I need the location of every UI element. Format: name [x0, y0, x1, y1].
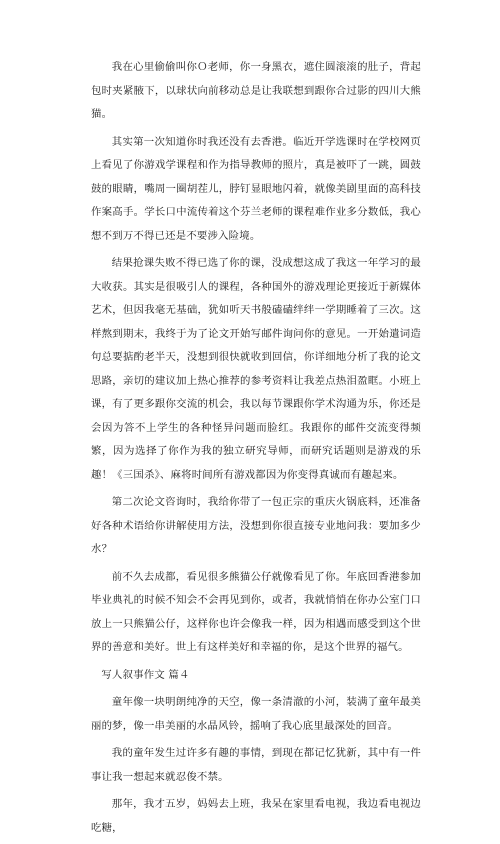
paragraph: 结果抢课失败不得已选了你的课，没成想这成了我这一年学习的最大收获。其实是很吸引人的课程，各种国外的游戏理论更接近于新媒体艺术，但因我毫无基础，犹如听天书般磕磕绊绊一学期睡着了三次。这样熬到期末，我终于为了论文开始写邮件询问你的意见。一开始遣词造句总要掂酌老半天，没想到很快就收到回信，你详细地分析了我的论文思路，亲切的建议加上热心推荐的参考资料让我差点热泪盈眶。小班上课，有了更多跟你交流的机会，我以每节课跟你学术沟通为乐，你还是会因为答不上学生的各种怪异问题而脸红。我跟你的邮件交流变得频繁，因为选择了你作为我的独立研究导师，而研究话题则是游戏的乐趣！《三国杀》、麻将时间所有游戏都因为你变得真诚而有趣起来。	[91, 257, 421, 481]
paragraph: 童年像一块明朗纯净的天空，像一条清澈的小河，装满了童年最美丽的梦，像一串美丽的水晶风铃，摇响了我心底里最深处的回音。	[91, 696, 421, 732]
section-heading: 写人叙事作文 篇４	[101, 668, 190, 681]
paragraph: 我在心里偷偷叫你Ｏ老师，你一身黑衣，遮住圆滚滚的肚子，背起包时夹紧腋下，以球状向前移动总是让我联想到跟你合过影的四川大熊猫。	[91, 61, 421, 120]
paragraph: 那年，我才五岁，妈妈去上班，我呆在家里看电视，我边看电视边吃糖，	[91, 798, 421, 834]
paragraph: 其实第一次知道你时我还没有去香港。临近开学选课时在学校网页上看见了你游戏学课程和作为指导教师的照片，真是被吓了一跳，圆鼓鼓的眼睛，嘴周一圈胡茬儿，脖钉显眼地闪着，就像美剧里面的高科技作案高手。学长口中流传着这个芬兰老师的课程难作业多分数低，我心想不到万不得已还是不要涉入险境。	[91, 135, 421, 242]
paragraph: 第二次论文咨询时，我给你带了一包正宗的重庆火锅底料，还准备好各种术语给你讲解使用方法，没想到你很直接专业地问我：要加多少水？	[91, 496, 421, 555]
paragraph: 前不久去成都，看见很多熊猫公仔就像看见了你。年底回香港参加毕业典礼的时候不知会不会再见到你，或者，我就悄悄在你办公室门口放上一只熊猫公仔，这样你也许会像我一样，因为相遇而感受到这个世界的善意和美好。世上有这样美好和幸福的你，是这个世界的福气。	[91, 570, 421, 653]
document-page	[91, 56, 421, 844]
paragraph: 我的童年发生过许多有趣的事情，到现在都记忆犹新，其中有一件事让我一想起来就忍俊不禁。	[91, 747, 421, 783]
